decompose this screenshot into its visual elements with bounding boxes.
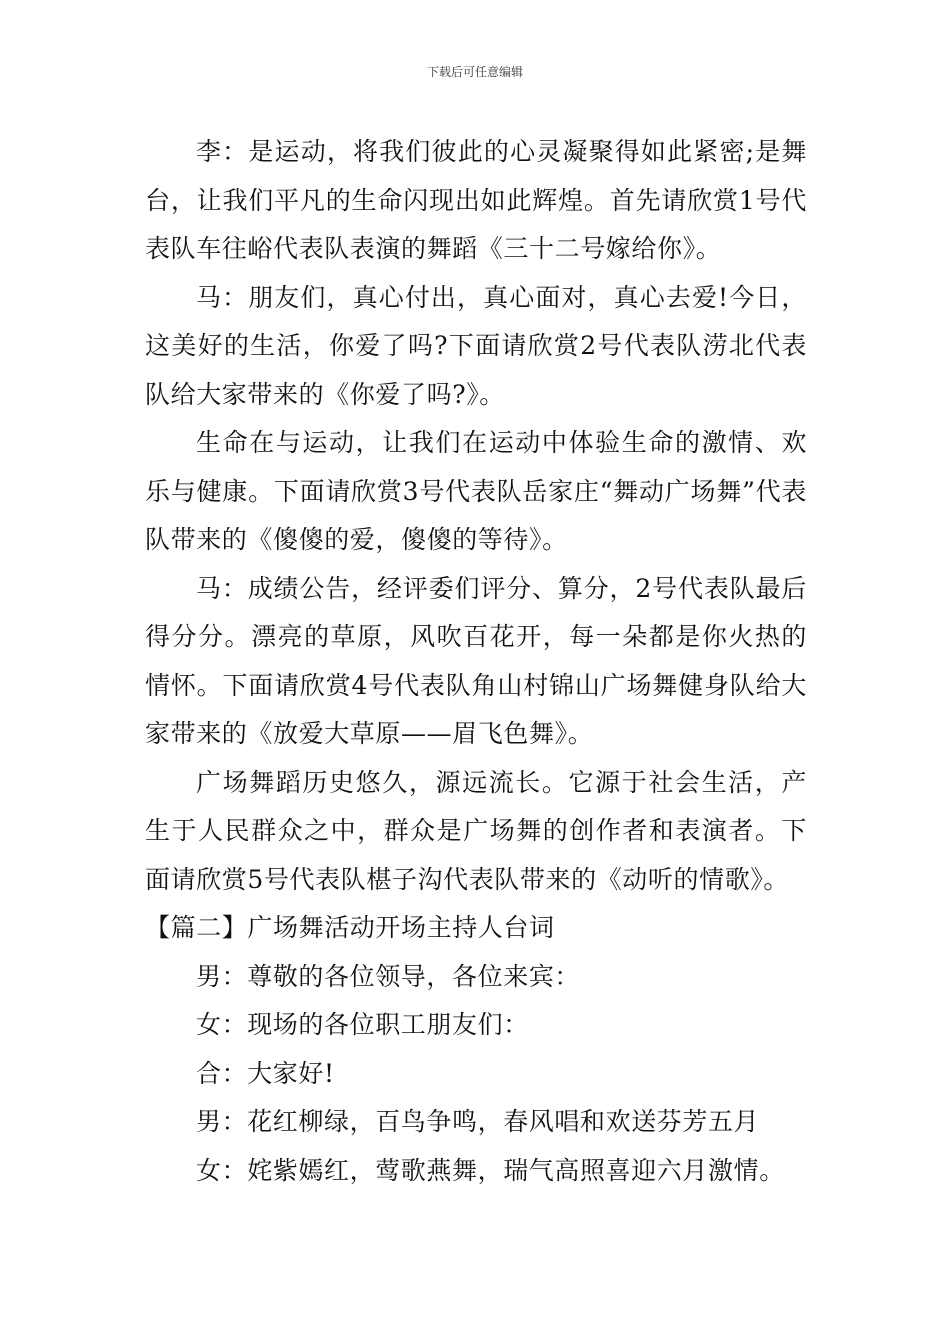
paragraph-life-sport: 生命在与运动，让我们在运动中体验生命的激情、欢乐与健康。下面请欣赏3号代表队岳家庄“舞动广场舞”代表队带来的《傻傻的爱，傻傻的等待》。 bbox=[145, 428, 807, 554]
page-header: 下载后可任意编辑 bbox=[426, 65, 523, 79]
dialogue-line: 合：大家好! bbox=[196, 1058, 335, 1088]
paragraph-ma-scores: 马：成绩公告，经评委们评分、算分，2号代表队最后得分分。漂亮的草原，风吹百花开，每一朵都是你火热的情怀。下面请欣赏4号代表队角山村锦山广场舞健身队给大家带来的《放爱大草原——眉飞色舞》。 bbox=[145, 573, 807, 748]
dialogue-line: 男：花红柳绿，百鸟争鸣，春风唱和欢送芬芳五月 bbox=[196, 1107, 760, 1136]
document-body bbox=[145, 128, 807, 1195]
section-heading: 【篇二】广场舞活动开场主持人台词 bbox=[145, 913, 555, 942]
dialogue-line: 女：现场的各位职工朋友们： bbox=[196, 1010, 529, 1039]
paragraph-li-opening: 李：是运动，将我们彼此的心灵凝聚得如此紧密;是舞台，让我们平凡的生命闪现出如此辉煌。首先请欣赏1号代表队车往峪代表队表演的舞蹈《三十二号嫁给你》。 bbox=[145, 137, 807, 263]
paragraph-square-dance-history: 广场舞蹈历史悠久，源远流长。它源于社会生活，产生于人民群众之中，群众是广场舞的创作者和表演者。下面请欣赏5号代表队椹子沟代表队带来的《动听的情歌》。 bbox=[145, 767, 807, 894]
dialogue-line: 男：尊敬的各位领导，各位来宾： bbox=[196, 961, 581, 991]
dialogue-line: 女：姹紫嫣红，莺歌燕舞，瑞气高照喜迎六月激情。 bbox=[196, 1155, 785, 1185]
paragraph-ma-love: 马：朋友们，真心付出，真心面对，真心去爱!今日，这美好的生活，你爱了吗?下面请欣赏2号代表队涝北代表队给大家带来的《你爱了吗?》。 bbox=[145, 282, 807, 409]
